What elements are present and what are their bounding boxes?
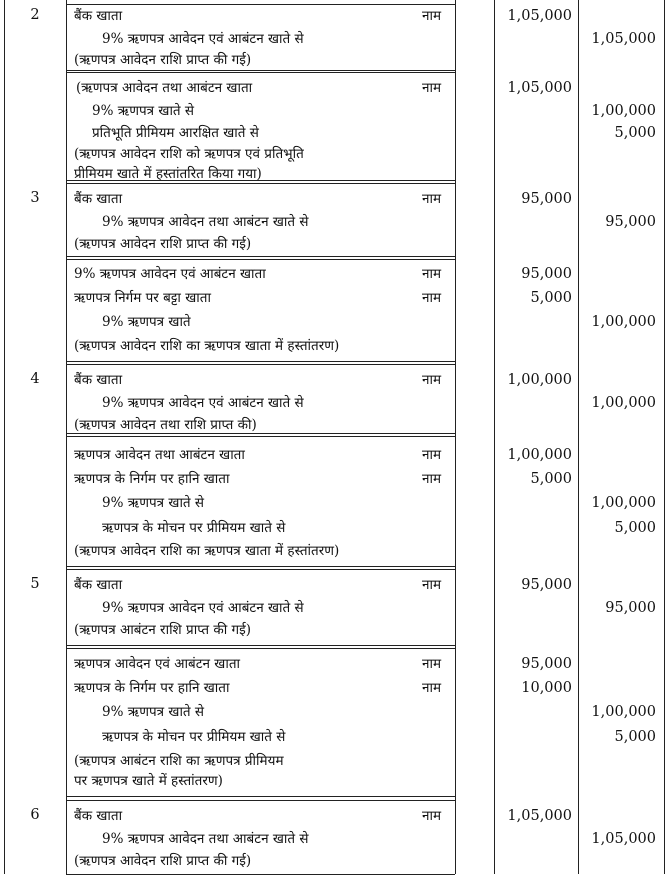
dr-marker: नाम xyxy=(422,471,442,487)
particulars-line: बैंक खाता xyxy=(74,808,123,824)
particulars-rule-bottom xyxy=(66,256,455,257)
entry-serial: 4 xyxy=(30,371,40,387)
dr-marker: नाम xyxy=(422,8,442,24)
particulars-line: ऋणपत्र के मोचन पर प्रीमियम खाते से xyxy=(102,520,286,536)
credit-amount: 1,00,000 xyxy=(591,704,656,720)
debit-amount: 1,05,000 xyxy=(507,8,572,24)
debit-amount: 10,000 xyxy=(521,680,572,696)
particulars-line: 9% ऋणपत्र आवेदन एवं आबंटन खाता xyxy=(74,266,266,282)
column-rule xyxy=(455,0,456,874)
debit-amount: 1,05,000 xyxy=(507,80,572,96)
dr-marker: नाम xyxy=(422,290,442,306)
credit-amount: 1,00,000 xyxy=(591,314,656,330)
particulars-line: 9% ऋणपत्र आवेदन एवं आबंटन खाते से xyxy=(102,31,304,47)
particulars-rule-bottom xyxy=(66,70,455,71)
particulars-line: 9% ऋणपत्र आवेदन तथा आबंटन खाते से xyxy=(102,214,309,230)
entry-serial: 5 xyxy=(30,576,40,592)
particulars-line: (ऋणपत्र आवेदन राशि का ऋणपत्र खाता में हस्तांतरण) xyxy=(74,543,340,559)
particulars-line: 9% ऋणपत्र आवेदन एवं आबंटन खाते से xyxy=(102,600,304,616)
particulars-line: 9% ऋणपत्र आवेदन एवं आबंटन खाते से xyxy=(102,395,304,411)
debit-amount: 1,00,000 xyxy=(507,372,572,388)
particulars-rule-bottom xyxy=(66,796,455,797)
particulars-rule-top xyxy=(66,569,455,570)
entry-serial: 2 xyxy=(30,7,40,23)
dr-marker: नाम xyxy=(422,372,442,388)
credit-amount: 5,000 xyxy=(614,520,656,536)
particulars-line: ऋणपत्र आवेदन एवं आबंटन खाता xyxy=(74,656,241,672)
particulars-line: (ऋणपत्र आवेदन राशि प्राप्त की गई) xyxy=(74,853,252,869)
particulars-line: 9% ऋणपत्र खाते xyxy=(102,314,191,330)
column-rule xyxy=(664,0,665,874)
debit-amount: 95,000 xyxy=(521,656,572,672)
particulars-rule-top xyxy=(66,4,455,5)
credit-amount: 5,000 xyxy=(614,729,656,745)
dr-marker: नाम xyxy=(422,680,442,696)
particulars-line: (ऋणपत्र आवेदन राशि प्राप्त की गई) xyxy=(74,236,252,252)
dr-marker: नाम xyxy=(422,266,442,282)
credit-amount: 95,000 xyxy=(605,600,656,616)
column-rule xyxy=(66,0,67,874)
particulars-line: प्रीमियम खाते में हस्तांतरित किया गया) xyxy=(74,166,262,182)
particulars-line: ऋणपत्र के निर्गम पर हानि खाता xyxy=(74,680,230,696)
particulars-line: 9% ऋणपत्र खाते से xyxy=(92,103,195,119)
particulars-line: 9% ऋणपत्र खाते से xyxy=(102,704,205,720)
credit-amount: 5,000 xyxy=(614,125,656,141)
particulars-line: ऋणपत्र के निर्गम पर हानि खाता xyxy=(74,471,230,487)
debit-amount: 1,05,000 xyxy=(507,808,572,824)
particulars-line: (ऋणपत्र आवेदन तथा आबंटन खाता xyxy=(76,80,253,96)
debit-amount: 95,000 xyxy=(521,191,572,207)
particulars-rule-top xyxy=(66,259,455,260)
entry-serial: 6 xyxy=(30,807,40,823)
debit-amount: 95,000 xyxy=(521,266,572,282)
entry-serial: 3 xyxy=(30,190,40,206)
particulars-line: (ऋणपत्र आवेदन तथा राशि प्राप्त की) xyxy=(74,417,257,433)
particulars-line: बैंक खाता xyxy=(74,191,123,207)
debit-amount: 1,00,000 xyxy=(507,447,572,463)
dr-marker: नाम xyxy=(422,191,442,207)
particulars-rule-top xyxy=(66,436,455,437)
particulars-rule-top xyxy=(66,648,455,649)
particulars-line: 9% ऋणपत्र आवेदन तथा आबंटन खाते से xyxy=(102,831,309,847)
column-rule xyxy=(578,0,579,874)
dr-marker: नाम xyxy=(422,80,442,96)
particulars-line: बैंक खाता xyxy=(74,577,123,593)
column-rule xyxy=(494,0,495,874)
particulars-line: बैंक खाता xyxy=(74,8,123,24)
particulars-rule-bottom xyxy=(66,361,455,362)
credit-amount: 1,00,000 xyxy=(591,103,656,119)
dr-marker: नाम xyxy=(422,577,442,593)
credit-amount: 1,00,000 xyxy=(591,495,656,511)
dr-marker: नाम xyxy=(422,656,442,672)
particulars-line: (ऋणपत्र आबंटन राशि का ऋणपत्र प्रीमियम xyxy=(74,753,284,769)
column-rule xyxy=(4,0,5,874)
dr-marker: नाम xyxy=(422,447,442,463)
debit-amount: 5,000 xyxy=(530,290,572,306)
particulars-line: पर ऋणपत्र खाते में हस्तांतरण) xyxy=(74,773,223,789)
particulars-line: (ऋणपत्र आवेदन राशि को ऋणपत्र एवं प्रतिभूति xyxy=(74,146,304,162)
particulars-line: 9% ऋणपत्र खाते से xyxy=(102,495,205,511)
credit-amount: 1,05,000 xyxy=(591,31,656,47)
particulars-rule-top xyxy=(66,800,455,801)
debit-amount: 95,000 xyxy=(521,577,572,593)
credit-amount: 1,00,000 xyxy=(591,395,656,411)
particulars-rule-bottom xyxy=(66,566,455,567)
particulars-line: बैंक खाता xyxy=(74,372,123,388)
particulars-rule-top xyxy=(66,364,455,365)
credit-amount: 1,05,000 xyxy=(591,831,656,847)
particulars-line: प्रतिभूति प्रीमियम आरक्षित खाते से xyxy=(92,125,259,141)
particulars-rule-bottom xyxy=(66,645,455,646)
particulars-line: (ऋणपत्र आबंटन राशि प्राप्त की गई) xyxy=(74,622,252,638)
particulars-line: ऋणपत्र निर्गम पर बट्टा खाता xyxy=(74,290,211,306)
credit-amount: 95,000 xyxy=(605,214,656,230)
dr-marker: नाम xyxy=(422,808,442,824)
particulars-rule-top xyxy=(66,72,455,73)
particulars-line: (ऋणपत्र आवेदन राशि प्राप्त की गई) xyxy=(74,52,252,68)
particulars-line: ऋणपत्र के मोचन पर प्रीमियम खाते से xyxy=(102,729,286,745)
particulars-line: (ऋणपत्र आवेदन राशि का ऋणपत्र खाता में हस्तांतरण) xyxy=(74,338,340,354)
debit-amount: 5,000 xyxy=(530,471,572,487)
particulars-line: ऋणपत्र आवेदन तथा आबंटन खाता xyxy=(74,447,245,463)
